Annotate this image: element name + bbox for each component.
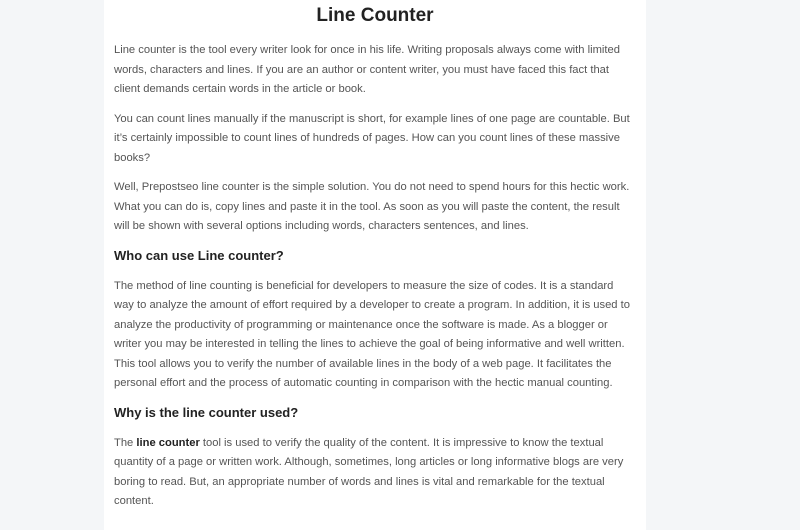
intro-paragraph: Line counter is the tool every writer look for once in his life. Writing proposals always come with limited words, characters and lines. If you are an author or content writer, you must have faced this fact that client demands certain words in the article or book. <box>114 44 620 95</box>
why-used-text-rest: tool is used to verify the quality of the content. It is impressive to know the textual quantity of a page or written work. Although, sometimes, long articles or long informative blogs are very boring to read. But, an appropriate number of words and lines is vital and remarkable for the textual content. <box>114 436 624 507</box>
page-title: Line Counter <box>316 5 434 26</box>
why-used-text-start: The <box>114 436 137 449</box>
line-counter-bold-text: line counter <box>136 436 200 449</box>
who-can-use-heading: Who can use Line counter? <box>114 247 284 263</box>
why-used-heading: Why is the line counter used? <box>114 404 299 420</box>
why-used-paragraph <box>114 434 636 512</box>
who-can-use-paragraph: The method of line counting is beneficial for developers to measure the size of codes. It is a standard way to analyze the amount of effort required by a developer to create a program. In addition, it is used to analyze the productivity of programming or maintenance once the software is made. As a blogger or writer you may be interested in telling the lines to achieve the goal of being informative and well written. This tool allows you to verify the number of available lines in the body of a web page. It facilitates the personal effort and the process of automatic counting in comparison with the hectic manual counting. <box>114 279 630 389</box>
manual-count-paragraph: You can count lines manually if the manuscript is short, for example lines of one page are countable. But it’s certainly impossible to count lines of hundreds of pages. How can you count lines of these massive books? <box>114 112 630 164</box>
article-card <box>104 0 646 530</box>
solution-paragraph: Well, Prepostseo line counter is the simple solution. You do not need to spend hours for this hectic work. What you can do is, copy lines and paste it in the tool. As soon as you will paste the content, the result will be shown with several options including words, characters sentences, and lines. <box>114 181 630 232</box>
